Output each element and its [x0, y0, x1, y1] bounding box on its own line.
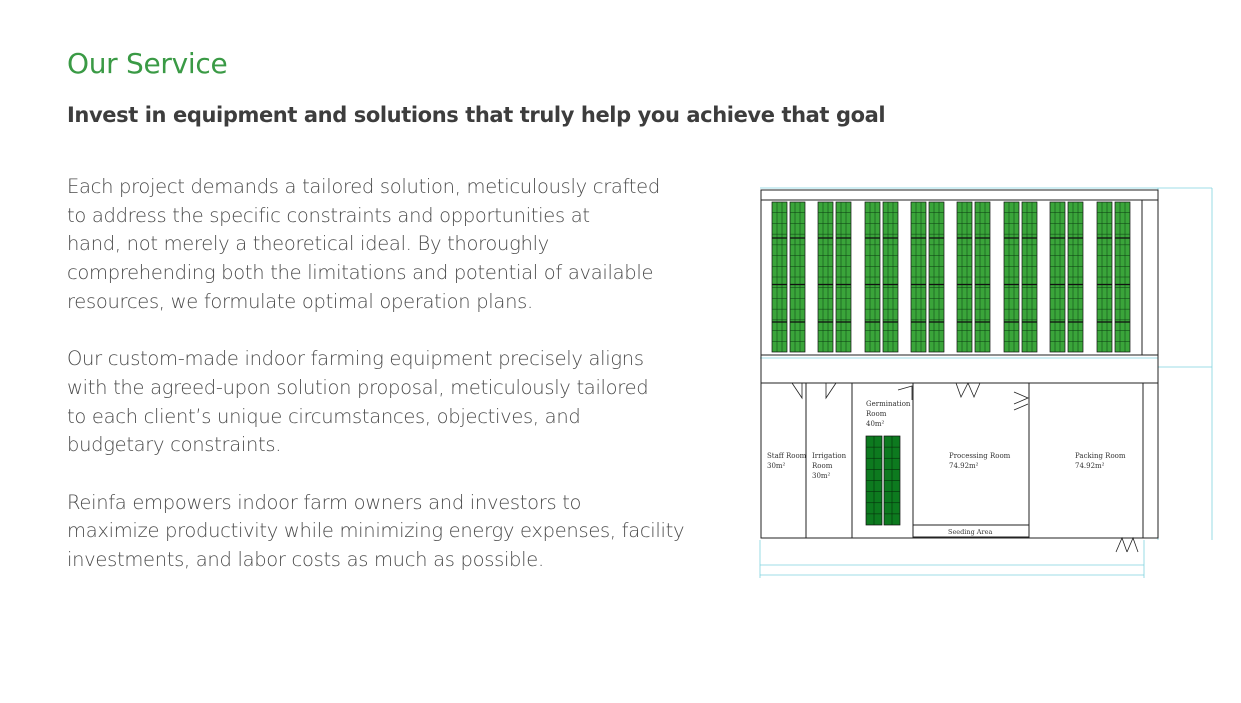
germination-racks [866, 436, 900, 525]
irrigation-room-area: 30m² [812, 472, 831, 480]
germination-room-name: Germination [866, 400, 911, 408]
grow-rack [911, 202, 926, 352]
grow-rack [1004, 202, 1019, 352]
processing-room-name: Processing Room [949, 452, 1011, 460]
page-subtitle: Invest in equipment and solutions that truly help you achieve that goal [67, 103, 886, 127]
grow-rack [1115, 202, 1130, 352]
paragraph-line: hand, not merely a theoretical ideal. By thoroughly [67, 232, 549, 256]
germination-room-area: 40m² [866, 420, 885, 428]
paragraph-1 [67, 173, 701, 317]
processing-room-area: 74.92m² [949, 462, 979, 470]
packing-room-name: Packing Room [1075, 452, 1126, 460]
paragraph-3 [67, 489, 701, 575]
grow-rack [883, 202, 898, 352]
grow-rack [1050, 202, 1065, 352]
grow-rack [1068, 202, 1083, 352]
paragraph-line: investments, and labor costs as much as possible. [67, 548, 544, 572]
page-title: Our Service [67, 47, 228, 80]
floor-plan-drawing [756, 178, 1218, 583]
irrigation-room-name: Irrigation [812, 452, 847, 460]
paragraph-line: Each project demands a tailored solution, meticulously crafted [67, 175, 660, 198]
grow-rack [1097, 202, 1112, 352]
paragraph-2 [67, 345, 701, 460]
germination-rack [884, 436, 900, 525]
germination-room-name-2: Room [866, 410, 887, 418]
grow-racks [772, 202, 1130, 352]
grow-rack [975, 202, 990, 352]
seeding-area-label: Seeding Area [948, 528, 993, 536]
grow-rack [865, 202, 880, 352]
staff-room-name: Staff Room [767, 452, 807, 460]
staff-room-area: 30m² [767, 462, 786, 470]
paragraph-line: resources, we formulate optimal operation plans. [67, 289, 533, 313]
paragraph-line: budgetary constraints. [67, 433, 282, 457]
grow-rack [772, 202, 787, 352]
room-labels [767, 400, 1126, 536]
grow-rack [957, 202, 972, 352]
paragraph-line: Our custom-made indoor farming equipment precisely aligns [67, 347, 644, 371]
paragraph-line: to each client’s unique circumstances, objectives, and [67, 404, 581, 428]
grow-rack [1022, 202, 1037, 352]
germination-rack [866, 436, 882, 525]
paragraph-line: with the agreed-upon solution proposal, meticulously tailored [67, 375, 649, 399]
grow-rack [790, 202, 805, 352]
paragraph-line: maximize productivity while minimizing energy expenses, facility [67, 519, 685, 543]
irrigation-room-name-2: Room [812, 462, 833, 470]
grow-rack [818, 202, 833, 352]
paragraph-line: comprehending both the limitations and potential of available [67, 261, 654, 285]
grow-rack [929, 202, 944, 352]
grow-rack [836, 202, 851, 352]
packing-room-area: 74.92m² [1075, 462, 1105, 470]
paragraph-line: to address the specific constraints and opportunities at [67, 203, 590, 227]
paragraph-line: Reinfa empowers indoor farm owners and investors to [67, 490, 582, 514]
body-text [67, 173, 701, 604]
